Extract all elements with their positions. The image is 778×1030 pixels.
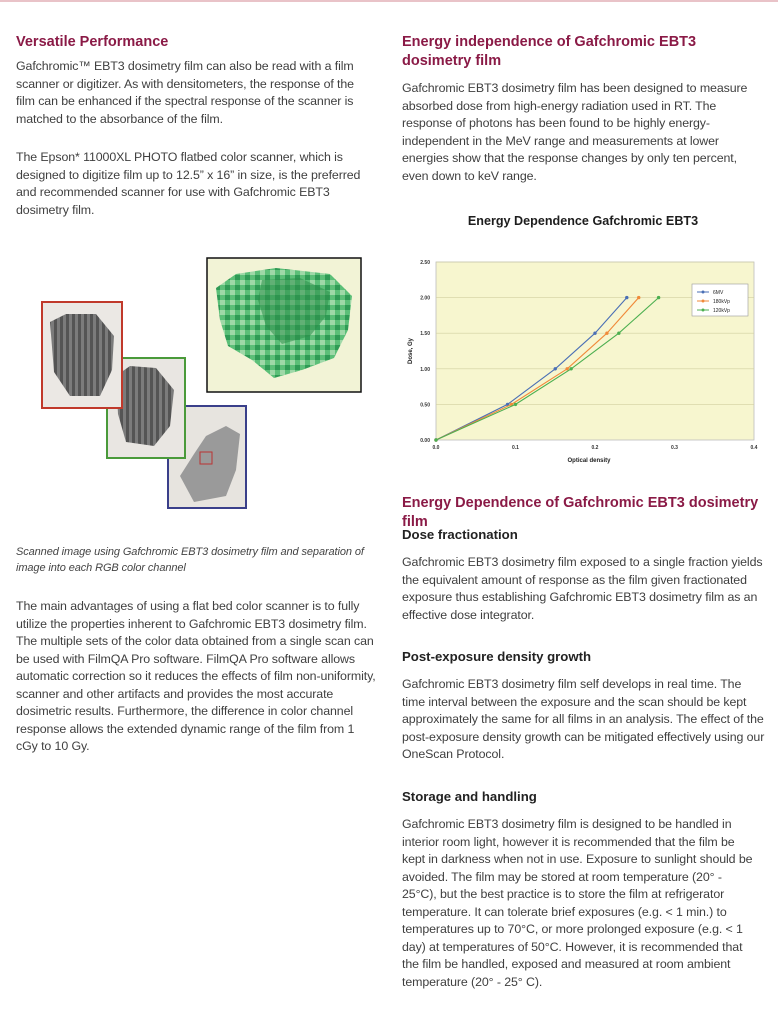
subheading-dose-fractionation: Dose fractionation [402, 527, 518, 542]
paragraph-energy-independence: Gafchromic EBT3 dosimetry film has been designed to measure absorbed dose from high-energy radiation used in RT. The response of photons has been found to be highly energy-independent in the MeV range and measurements at lower energies show that the response changes by only ten percent, even down to keV range. [402, 81, 748, 183]
rgb-channel-scans-illustration [30, 250, 380, 520]
legend-label: 6MV [713, 290, 724, 296]
legend-label: 180kVp [713, 299, 730, 305]
data-point-120kvp [569, 367, 572, 370]
data-point-6mv [554, 367, 557, 370]
heading-energy-dependence: Energy Dependence of Gafchromic EBT3 dosimetry film [402, 495, 759, 530]
legend-marker [702, 309, 705, 312]
legend-marker [702, 300, 705, 303]
data-point-120kvp [657, 296, 660, 299]
y-tick-label: 2.50 [420, 260, 430, 266]
data-point-120kvp [434, 438, 437, 441]
top-rule [0, 0, 778, 2]
subheading-post-exposure: Post-exposure density growth [402, 649, 592, 664]
subheading-storage: Storage and handling [402, 789, 537, 804]
heading-versatile-performance: Versatile Performance [16, 34, 169, 50]
x-tick-label: 0.2 [591, 445, 599, 451]
y-tick-label: 1.00 [420, 366, 430, 373]
paragraph-film-scanner: Gafchromic™ EBT3 dosimetry film can also be read with a film scanner or digitizer. As with densitometers, the response of the film can be enhanced if the spectral response of the scanner is matched to the absorbance of the film. [16, 59, 354, 126]
x-tick-label: 0.4 [750, 445, 758, 451]
paragraph-advantages: The main advantages of using a flat bed color scanner is to fully utilize the properties inherent to Gafchromic EBT3 dosimetry film. The multiple sets of the color data obtained from a single scan can be used with FilmQA Pro software. FilmQA Pro software allows automatic correction so it reduces the effects of film non-uniformity, scanner and other artifacts and provides the most accurate dosimetric results. Furthermore, the difference in color channel response allows the extended dynamic range of the film from 1 cGy to 10 Gy. [16, 599, 376, 753]
scanned-image-figure [30, 250, 380, 520]
x-tick-label: 0.3 [671, 445, 678, 451]
legend-label: 120kVp [713, 308, 730, 314]
paragraph-post-exposure: Gafchromic EBT3 dosimetry film self develops in real time. The time interval between the exposure and the scan should be kept approximately the same for all films in an analysis. The effect of the post-exposure density growth can be mitigated effectively using our OneScan Protocol. [402, 677, 765, 761]
y-axis-label: Dose, Gy [408, 337, 414, 365]
y-tick-label: 1.50 [420, 331, 430, 338]
y-tick-label: 0.50 [420, 402, 430, 409]
paragraph-epson-scanner: The Epson* 11000XL PHOTO flatbed color scanner, which is designed to digitize film up to 12.5” x 16” in size, is the preferred and recommended scanner for use with Gafchromic EBT3 dosimetry film. [16, 150, 361, 217]
data-point-120kvp [514, 403, 517, 406]
data-point-180kvp [605, 332, 608, 335]
y-tick-label: 2.00 [420, 295, 430, 302]
data-point-6mv [625, 296, 628, 299]
data-point-6mv [593, 332, 596, 335]
chart-svg [402, 248, 768, 474]
heading-energy-independence: Energy independence of Gafchromic EBT3 dosimetry film [402, 34, 697, 69]
paragraph-storage: Gafchromic EBT3 dosimetry film is designed to be handled in interior room light, however it is recommended that the film be kept in darkness when not in use. Exposure to sunlight should be avoided. The film may be stored at room temperature (20° - 25°C), but the best practice is to store the film at refrigerator temperature. It can tolerate brief exposures (e.g. < 1 min.) to temperatures up to 70°C, or more prolonged exposure (e.g. < 1 day) at temperatures of 50°C. However, it is recommended that the film be handled, exposed and measured at room ambient temperature (20° - 25° C). [402, 817, 753, 989]
figure-caption: Scanned image using Gafchromic EBT3 dosimetry film and separation of image into each RGB color channel [16, 546, 364, 574]
y-tick-label: 0.00 [420, 438, 430, 444]
data-point-120kvp [617, 332, 620, 335]
energy-dependence-chart [402, 248, 768, 474]
x-tick-label: 0.1 [512, 445, 519, 451]
chart-title: Energy Dependence Gafchromic EBT3 [467, 214, 699, 228]
paragraph-dose-fractionation: Gafchromic EBT3 dosimetry film exposed to a single fraction yields the equivalent amount of response as the film given fractionated exposure thus establishing Gafchromic EBT3 dosimetry film as an effective dose integrator. [402, 555, 763, 622]
legend-marker [702, 291, 705, 294]
data-point-180kvp [637, 296, 640, 299]
x-tick-label: 0.0 [432, 445, 440, 451]
x-axis-label: Optical density [567, 458, 611, 464]
